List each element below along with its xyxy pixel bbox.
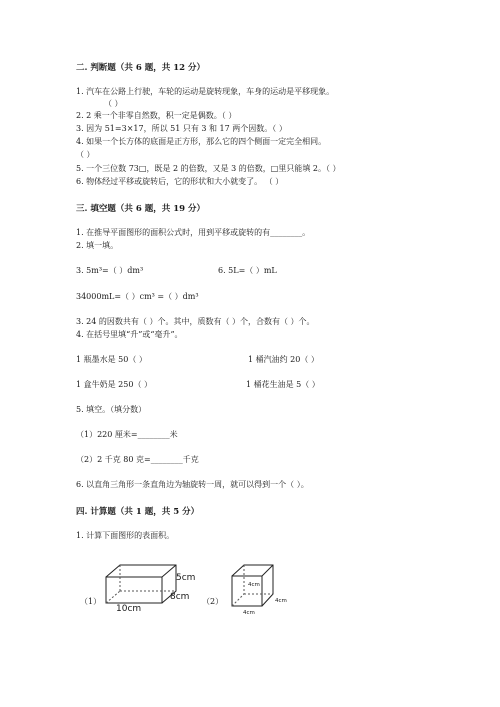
section-heading-calc: 四. 计算题（共 1 题，共 5 分） — [76, 507, 200, 517]
fill-question-6: 6. 以直角三角形一条直角边为轴旋转一周，就可以得到一个（ ）。 — [76, 480, 309, 489]
judge-question-3: 3. 因为 51=3×17，所以 51 只有 3 和 17 两个因数。（ ） — [76, 124, 287, 133]
cuboid-width-label: 8cm — [170, 592, 190, 602]
cube-front-label: 4cm — [248, 582, 260, 588]
fill-question-3d: 3. 24 的因数共有（ ）个。其中，质数有（ ）个，合数有（ ）个。 — [76, 317, 315, 326]
judge-question-1: 1. 汽车在公路上行驶，车轮的运动是旋转现象，车身的运动是平移现象。 — [76, 87, 335, 96]
judge-question-4: 4. 如果一个长方体的底面是正方形，那么它的四个侧面一定完全相同。 — [76, 137, 327, 146]
fill-question-5a: （1）220 厘米=________米 — [76, 430, 178, 439]
fill-question-3c: 34000mL=（ ）cm³ =（ ）dm³ — [76, 292, 199, 301]
fill-question-4: 4. 在括号里填“升”或“毫升”。 — [76, 330, 183, 339]
judge-question-6: 6. 物体经过平移或旋转后，它的形状和大小就变了。 （ ） — [76, 177, 284, 186]
fill-question-5: 5. 填空。（填分数） — [76, 405, 147, 414]
answer-bracket[interactable]: （ ） — [104, 99, 123, 108]
judge-question-5: 5. 一个三位数 73□，既是 2 的倍数，又是 3 的倍数，□里只能填 2。（ ） — [76, 164, 341, 173]
fill-question-5b: （2）2 千克 80 克=________千克 — [76, 455, 199, 464]
fill-question-4-item: 1 瓶墨水是 50（ ） — [76, 355, 147, 364]
cube-bottom-label: 4cm — [243, 610, 255, 616]
calc-question-1: 1. 计算下面图形的表面积。 — [76, 531, 175, 540]
cube-side-label: 4cm — [275, 598, 287, 604]
fill-question-4-item: 1 桶花生油是 5（ ） — [246, 380, 320, 389]
section-heading-fill: 三. 填空题（共 6 题，共 19 分） — [76, 204, 205, 214]
section-heading-judge: 二. 判断题（共 6 题，共 12 分） — [76, 63, 205, 73]
fill-question-4-item: 1 盒牛奶是 250（ ） — [76, 380, 152, 389]
cuboid-length-label: 10cm — [116, 604, 142, 614]
figure-2-number: （2） — [202, 597, 224, 606]
judge-question-2: 2. 2 乘一个非零自然数，积一定是偶数。（ ） — [76, 111, 237, 120]
fill-question-1: 1. 在推导平面图形的面积公式时，用到平移或旋转的有________。 — [76, 228, 311, 237]
fill-question-4-item: 1 桶汽油约 20（ ） — [248, 355, 319, 364]
answer-bracket[interactable]: （ ） — [76, 150, 95, 159]
cuboid-height-label: 5cm — [176, 573, 196, 583]
fill-question-3a: 3. 5m³=（ ）dm³ — [76, 266, 144, 275]
fill-question-2: 2. 填一填。 — [76, 241, 119, 250]
figure-1-number: （1） — [80, 597, 102, 606]
fill-question-3b: 6. 5L=（ ）mL — [218, 266, 277, 275]
cuboid-figure — [100, 559, 200, 619]
